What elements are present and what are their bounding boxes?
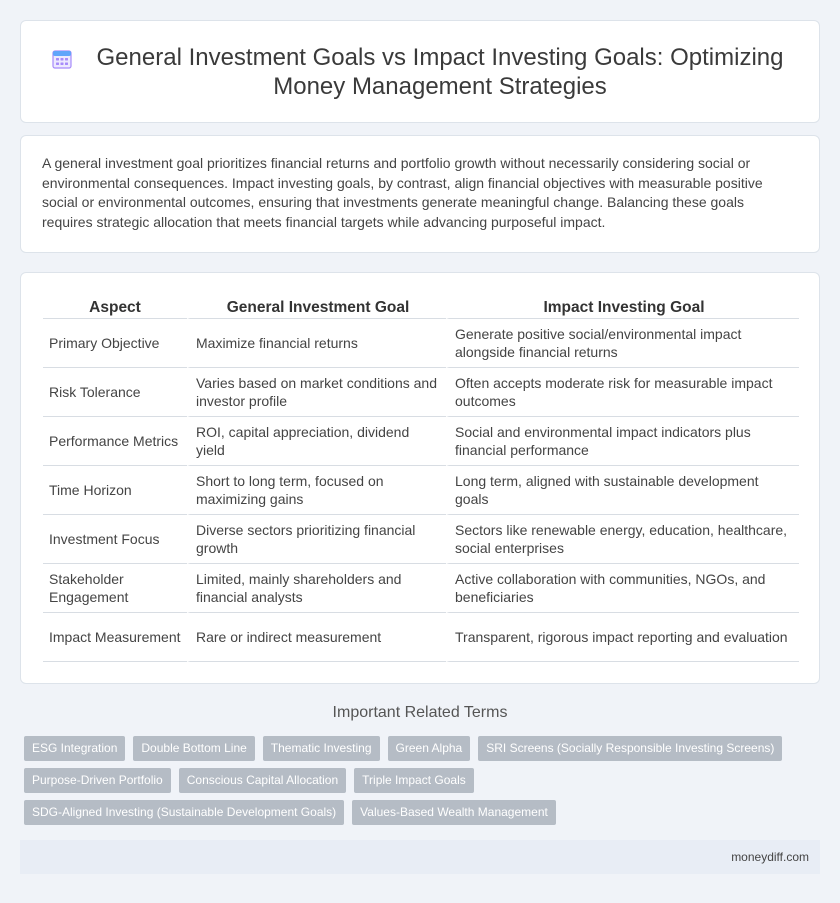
title-wrap bbox=[50, 43, 790, 101]
intro-card bbox=[20, 135, 820, 253]
cell-impact: Long term, aligned with sustainable development goals bbox=[446, 466, 799, 515]
cell-aspect: Performance Metrics bbox=[43, 417, 187, 466]
table-row bbox=[43, 319, 799, 368]
related-terms-list bbox=[24, 736, 804, 832]
comparison-table-card bbox=[20, 272, 820, 684]
header-aspect: Aspect bbox=[43, 297, 187, 319]
calendar-icon bbox=[50, 47, 74, 71]
title-card bbox=[20, 20, 820, 123]
cell-general: ROI, capital appreciation, dividend yield bbox=[187, 417, 446, 466]
related-term-tag[interactable]: Green Alpha bbox=[388, 736, 471, 761]
related-term-tag[interactable]: Triple Impact Goals bbox=[354, 768, 474, 793]
cell-aspect: Risk Tolerance bbox=[43, 368, 187, 417]
header-impact-goal: Impact Investing Goal bbox=[446, 297, 799, 319]
related-term-tag[interactable]: SRI Screens (Socially Responsible Investing Screens) bbox=[478, 736, 782, 761]
cell-general: Varies based on market conditions and investor profile bbox=[187, 368, 446, 417]
related-terms-heading: Important Related Terms bbox=[332, 704, 508, 721]
related-term-tag[interactable]: Thematic Investing bbox=[263, 736, 380, 761]
table-row bbox=[43, 368, 799, 417]
cell-aspect: Time Horizon bbox=[43, 466, 187, 515]
related-term-tag[interactable]: Conscious Capital Allocation bbox=[179, 768, 346, 793]
related-term-tag[interactable]: ESG Integration bbox=[24, 736, 125, 761]
cell-aspect: Primary Objective bbox=[43, 319, 187, 368]
cell-general: Short to long term, focused on maximizing gains bbox=[187, 466, 446, 515]
cell-impact: Active collaboration with communities, NGOs, and beneficiaries bbox=[446, 564, 799, 613]
intro-paragraph: A general investment goal prioritizes financial returns and portfolio growth without necessarily considering social or environmental consequences. Impact investing goals, by contrast, align financial objectives with measurable positive social or environmental outcomes, ensuring that investments generate meaningful change. Balancing these goals requires strategic allocation that meets financial targets while advancing purposeful impact. bbox=[42, 155, 763, 230]
cell-general: Limited, mainly shareholders and financial analysts bbox=[187, 564, 446, 613]
table-row bbox=[43, 515, 799, 564]
cell-aspect: Impact Measurement bbox=[43, 613, 187, 662]
footer-site-link[interactable]: moneydiff.com bbox=[731, 850, 809, 864]
table-row bbox=[43, 613, 799, 662]
table-row bbox=[43, 417, 799, 466]
related-term-tag[interactable]: SDG-Aligned Investing (Sustainable Development Goals) bbox=[24, 800, 344, 825]
cell-general: Maximize financial returns bbox=[187, 319, 446, 368]
cell-general: Rare or indirect measurement bbox=[187, 613, 446, 662]
cell-impact: Transparent, rigorous impact reporting and evaluation bbox=[446, 613, 799, 662]
comparison-table bbox=[43, 297, 799, 662]
cell-impact: Sectors like renewable energy, education, healthcare, social enterprises bbox=[446, 515, 799, 564]
related-term-tag[interactable]: Values-Based Wealth Management bbox=[352, 800, 556, 825]
related-term-tag[interactable]: Double Bottom Line bbox=[133, 736, 254, 761]
table-row bbox=[43, 564, 799, 613]
cell-general: Diverse sectors prioritizing financial growth bbox=[187, 515, 446, 564]
cell-impact: Generate positive social/environmental impact alongside financial returns bbox=[446, 319, 799, 368]
cell-impact: Social and environmental impact indicators plus financial performance bbox=[446, 417, 799, 466]
related-term-tag[interactable]: Purpose-Driven Portfolio bbox=[24, 768, 171, 793]
header-general-goal: General Investment Goal bbox=[187, 297, 446, 319]
cell-impact: Often accepts moderate risk for measurable impact outcomes bbox=[446, 368, 799, 417]
footer bbox=[20, 840, 820, 874]
table-header-row bbox=[43, 297, 799, 319]
table-row bbox=[43, 466, 799, 515]
cell-aspect: Investment Focus bbox=[43, 515, 187, 564]
cell-aspect: Stakeholder Engagement bbox=[43, 564, 187, 613]
page-title: General Investment Goals vs Impact Investing Goals: Optimizing Money Management Strategies bbox=[96, 43, 784, 100]
